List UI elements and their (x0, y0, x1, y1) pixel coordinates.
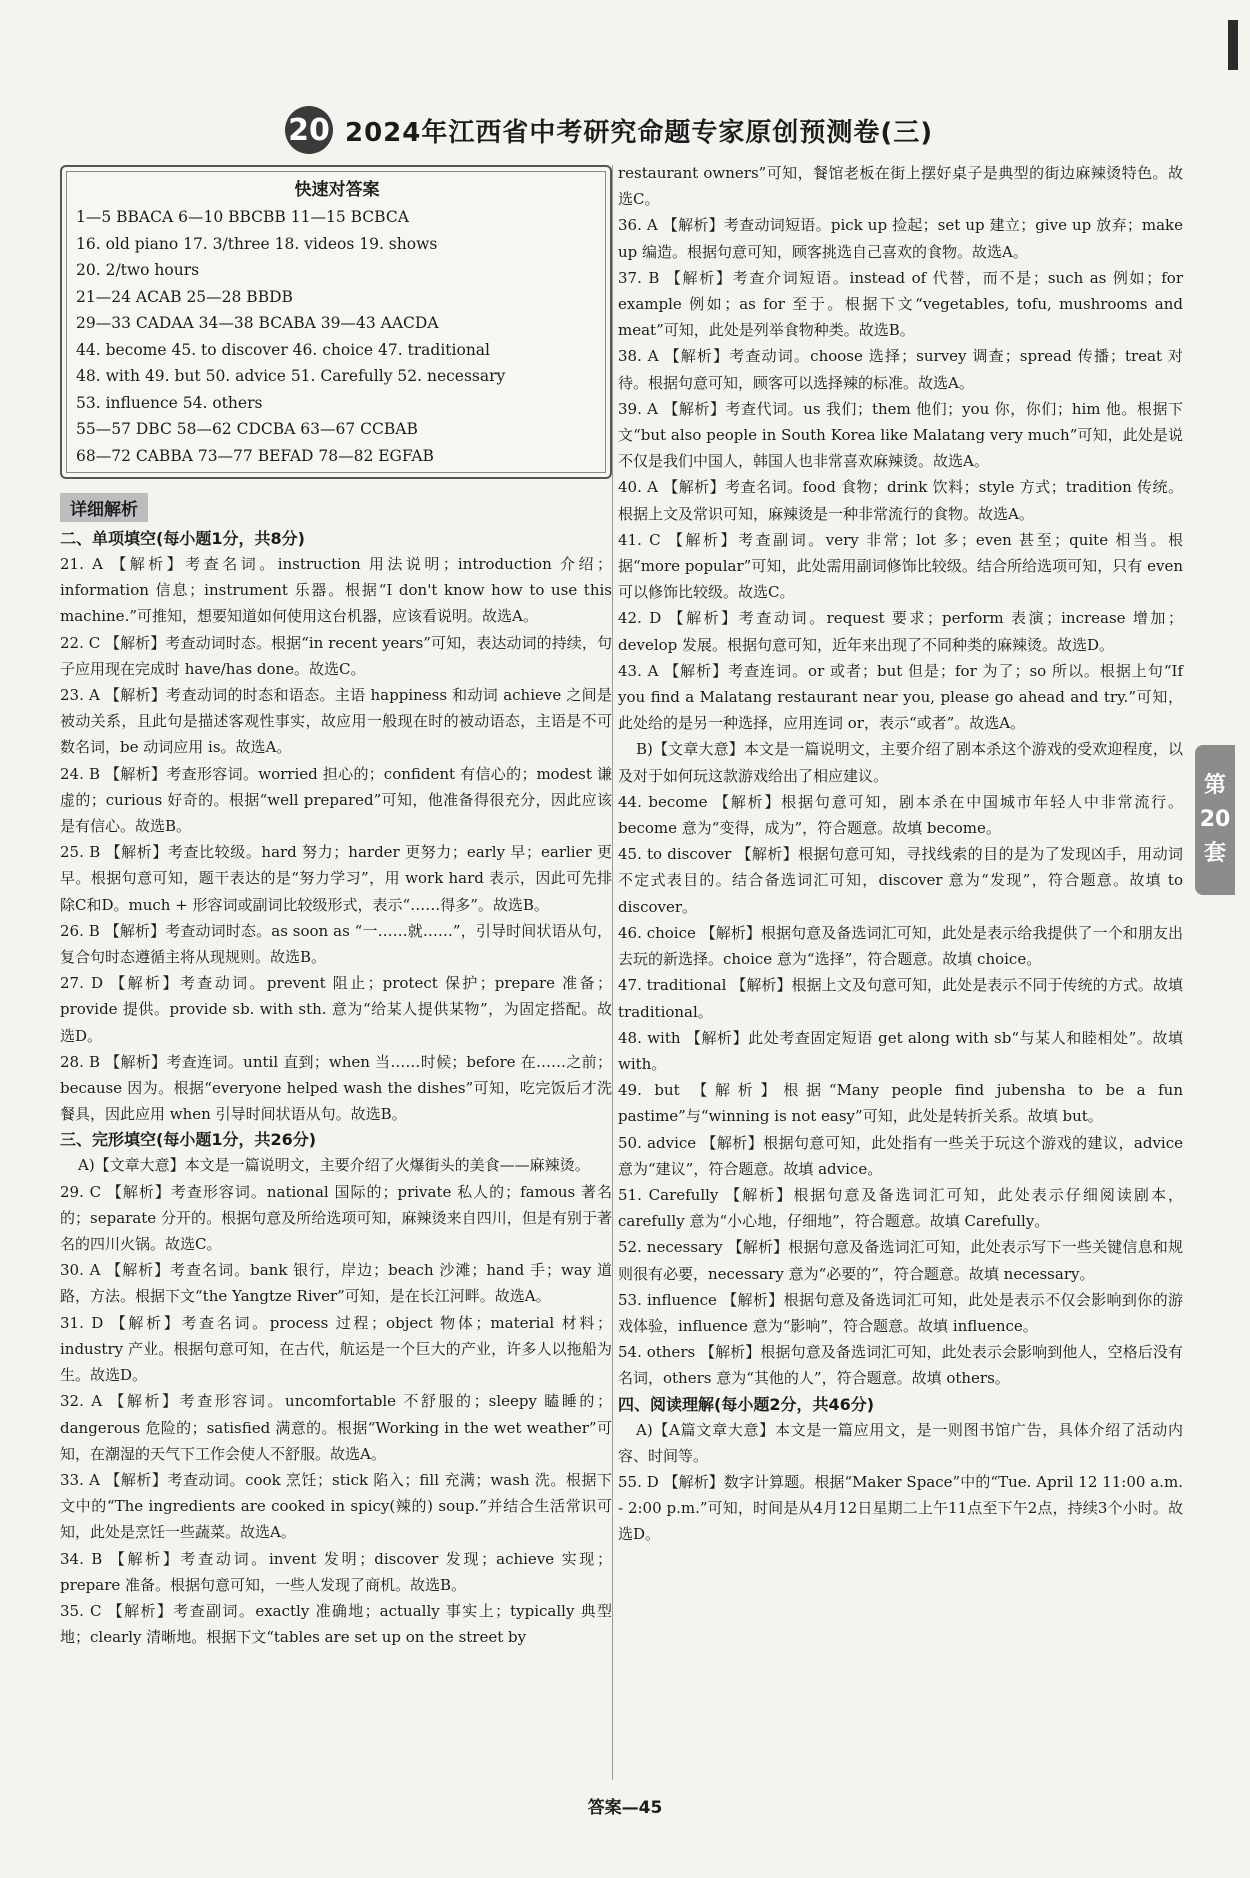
answer-explanation: 22. C 【解析】考查动词时态。根据“in recent years”可知，表达动词的持续，句子应用现在完成时 have/has done。故选C。 (60, 633, 612, 678)
answer-explanation: 44. become 【解析】根据句意可知，剧本杀在中国城市年轻人中非常流行。become 意为“变得，成为”，符合题意。故填 become。 (618, 792, 1183, 838)
section-heading: 四、阅读理解(每小题2分，共46分) (618, 1394, 875, 1414)
answer-explanation: 32. A 【解析】考查形容词。uncomfortable 不舒服的；sleepy 瞌睡的；dangerous 危险的；satisfied 满意的。根据“Working in the wet weather”可知，在潮湿的天气下工作会使人不舒服。故选A。 (60, 1392, 612, 1463)
passage-summary: A)【文章大意】本文是一篇说明文，主要介绍了火爆街头的美食——麻辣烫。 (78, 1156, 590, 1175)
answer-explanation: 25. B 【解析】考查比较级。hard 努力；harder 更努力；early 早；earlier 更早。根据句意可知，题干表达的是“努力学习”，用 work hard 表示，因此可先排除C和D。much + 形容词或副词比较级形式，表示“……得多”。故选B。 (60, 843, 612, 914)
answer-explanation: 38. A 【解析】考查动词。choose 选择；survey 调查；spread 传播；treat 对待。根据句意可知，顾客可以选择辣的标准。故选A。 (618, 347, 1183, 392)
set-side-tab (1195, 745, 1235, 895)
answer-explanation: 21. A 【解析】考查名词。instruction 用法说明；introduction 介绍；information 信息；instrument 乐器。根据“I don't know how to use this machine.”可推知，想要知道如何使用这台机器，应该看说明。故选A。 (60, 555, 612, 626)
answer-explanation: 54. others 【解析】根据句意及备选词汇可知，此处表示会影响到他人，空格后没有名词，others 意为“其他的人”，符合题意。故填 others。 (618, 1343, 1183, 1388)
answer-explanation: 49. but 【解析】根据“Many people find jubensha to be a fun pastime”与“winning is not easy”可知，此处是转折关系。故填 but。 (618, 1081, 1183, 1126)
quick-answer-box (60, 165, 612, 479)
answer-explanation: restaurant owners”可知，餐馆老板在街上摆好桌子是典型的街边麻辣烫特色。故选C。 (618, 164, 1183, 209)
answer-explanation: 34. B 【解析】考查动词。invent 发明；discover 发现；achieve 实现；prepare 准备。根据句意可知，一些人发现了商机。故选B。 (60, 1549, 612, 1594)
quick-answer-line: 55—57 DBC 58—62 CDCBA 63—67 CCBAB (76, 420, 418, 438)
side-tab-char: 套 (1203, 841, 1226, 866)
answer-explanation: 47. traditional 【解析】根据上文及句意可知，此处是表示不同于传统的方式。故填 traditional。 (618, 976, 1183, 1021)
answer-explanation: 46. choice 【解析】根据句意及备选词汇可知，此处是表示给我提供了一个和朋友出去玩的新选择。choice 意为“选择”，符合题意。故填 choice。 (618, 923, 1183, 969)
answer-explanation: 30. A 【解析】考查名词。bank 银行，岸边；beach 沙滩；hand 手；way 道路，方法。根据下文“the Yangtze River”可知，是在长江河畔。故选A。 (60, 1261, 612, 1306)
passage-summary: A)【A篇文章大意】本文是一篇应用文，是一则图书馆广告，具体介绍了活动内容、时间等。 (618, 1420, 1183, 1465)
answer-explanation: 28. B 【解析】考查连词。until 直到；when 当……时候；before 在……之前；because 因为。根据“everyone helped wash the dishes”可知，吃完饭后才洗餐具，因此应用 when 引导时间状语从句。故选B。 (60, 1052, 612, 1124)
passage-summary: B)【文章大意】本文是一篇说明文，主要介绍了剧本杀这个游戏的受欢迎程度，以及对于如何玩这款游戏给出了相应建议。 (618, 740, 1183, 785)
answer-explanation: 36. A 【解析】考查动词短语。pick up 捡起；set up 建立；give up 放弃；make up 编造。根据句意可知，顾客挑选自己喜欢的食物。故选A。 (618, 216, 1183, 261)
left-explanations (60, 526, 612, 1650)
column-divider (612, 165, 613, 1780)
quick-answer-line: 68—72 CABBA 73—77 BEFAD 78—82 EGFAB (76, 446, 434, 465)
answer-explanation: 40. A 【解析】考查名词。food 食物；drink 饮料；style 方式；tradition 传统。根据上文及常识可知，麻辣烫是一种非常流行的食物。故选A。 (618, 478, 1183, 523)
answer-explanation: 26. B 【解析】考查动词时态。as soon as “一……就……”，引导时间状语从句，复合句时态遵循主将从现规则。故选B。 (60, 921, 612, 967)
page-edge-mark (1228, 20, 1238, 70)
section-heading: 二、单项填空(每小题1分，共8分) (60, 529, 305, 548)
answer-explanation: 43. A 【解析】考查连词。or 或者；but 但是；for 为了；so 所以。根据上句“If you find a Malatang restaurant near you, please go ahead and try.”可知，此处给的是另一种选择，应用连词 or，表示“或者”。故选A。 (618, 661, 1183, 733)
right-column (618, 160, 1183, 1548)
answer-explanation: 51. Carefully 【解析】根据句意及备选词汇可知，此处表示仔细阅读剧本，carefully 意为“小心地，仔细地”，符合题意。故填 Carefully。 (618, 1185, 1183, 1231)
answer-explanation: 35. C 【解析】考查副词。exactly 准确地；actually 事实上；typically 典型地；clearly 清晰地。根据下文“tables are set up on the street by (60, 1601, 612, 1647)
answer-explanation: 53. influence 【解析】根据句意及备选词汇可知，此处是表示不仅会影响到你的游戏体验，influence 意为“影响”，符合题意。故填 influence。 (618, 1290, 1183, 1335)
answer-explanation: 42. D 【解析】考查动词。request 要求；perform 表演；increase 增加；develop 发展。根据句意可知，近年来出现了不同种类的麻辣烫。故选D。 (618, 609, 1183, 654)
answer-explanation: 50. advice 【解析】根据句意可知，此处指有一些关于玩这个游戏的建议，advice 意为“建议”，符合题意。故填 advice。 (618, 1133, 1183, 1178)
side-tab-char: 第 (1203, 773, 1226, 798)
answer-explanation: 31. D 【解析】考查名词。process 过程；object 物体；material 材料；industry 产业。根据句意可知，在古代，航运是一个巨大的产业，许多人以拖船为生。故选D。 (60, 1313, 612, 1385)
side-tab-number: 20 (1199, 807, 1231, 832)
answer-explanation: 45. to discover 【解析】根据句意可知，寻找线索的目的是为了发现凶手，用动词不定式表目的。结合备选词汇可知，discover 意为“发现”，符合题意。故填 to discover。 (618, 845, 1183, 916)
set-number-badge: 20 (285, 106, 333, 154)
answer-explanation: 39. A 【解析】考查代词。us 我们；them 他们；you 你，你们；him 他。根据下文“but also people in South Korea like Malatang very much”可知，此处是说不仅是我们中国人，韩国人也非常喜欢麻辣烫。故选A。 (618, 399, 1183, 471)
answer-explanation: 37. B 【解析】考查介词短语。instead of 代替，而不是；such as 例如；for example 例如；as for 至于。根据下文“vegetables, tofu, mushrooms and meat”可知，此处是列举食物种类。故选B。 (618, 268, 1183, 340)
quick-answer-line: 21—24 ACAB 25—28 BBDB (76, 287, 293, 306)
answer-explanation: 52. necessary 【解析】根据句意及备选词汇可知，此处表示写下一些关键信息和规则很有必要，necessary 意为“必要的”，符合题意。故填 necessary。 (618, 1238, 1183, 1283)
answer-explanation: 24. B 【解析】考查形容词。worried 担心的；confident 有信心的；modest 谦虚的；curious 好奇的。根据“well prepared”可知，他准备得很充分，因此应该是有信心。故选B。 (60, 764, 612, 836)
quick-answer-line: 20. 2/two hours (76, 261, 200, 279)
answer-explanation: 33. A 【解析】考查动词。cook 烹饪；stick 陷入；fill 充满；wash 洗。根据下文中的“The ingredients are cooked in spicy(辣的) soup.”并结合生活常识可知，此处是烹饪一些蔬菜。故选A。 (60, 1470, 612, 1542)
answer-explanation: 23. A 【解析】考查动词的时态和语态。主语 happiness 和动词 achieve 之间是被动关系，且此句是描述客观性事实，故应用一般现在时的被动语态，主语是不可数名词，be 动词应用 is。故选A。 (60, 686, 612, 757)
quick-answer-line: 44. become 45. to discover 46. choice 47. traditional (76, 340, 491, 359)
left-column (60, 165, 612, 1650)
quick-answer-line: 1—5 BBACA 6—10 BBCBB 11—15 BCBCA (76, 208, 409, 226)
page-header (285, 100, 933, 160)
quick-answer-lines (76, 204, 598, 469)
answer-explanation: 55. D 【解析】数字计算题。根据“Maker Space”中的“Tue. April 12 11:00 a.m. - 2:00 p.m.”可知，时间是从4月12日星期二上午11点至下午2点，持续3个小时。故选D。 (618, 1472, 1183, 1544)
quick-answer-line: 53. influence 54. others (76, 393, 263, 412)
quick-answer-title: 快速对答案 (294, 180, 380, 200)
right-explanations (618, 160, 1183, 1548)
page-footer: 答案—45 (587, 1798, 663, 1818)
quick-answer-line: 48. with 49. but 50. advice 51. Carefully 52. necessary (76, 367, 506, 385)
quick-answer-line: 29—33 CADAA 34—38 BCABA 39—43 AACDA (76, 314, 439, 332)
answer-explanation: 27. D 【解析】考查动词。prevent 阻止；protect 保护；prepare 准备；provide 提供。provide sb. with sth. 意为“给某人提供某物”，为固定搭配。故选D。 (60, 974, 612, 1045)
section-heading: 三、完形填空(每小题1分，共26分) (60, 1130, 317, 1150)
answer-explanation: 29. C 【解析】考查形容词。national 国际的；private 私人的；famous 著名的；separate 分开的。根据句意及所给选项可知，麻辣烫来自四川，但是有别于著名的四川火锅。故选C。 (60, 1182, 612, 1254)
answer-explanation: 41. C 【解析】考查副词。very 非常；lot 多；even 甚至；quite 相当。根据“more popular”可知，此处需用副词修饰比较级。结合所给选项可知，只有 even 可以修饰比较级。故选C。 (618, 530, 1183, 602)
page-title: 2024年江西省中考研究命题专家原创预测卷(三) (345, 117, 934, 148)
detail-section-tag: 详细解析 (60, 493, 148, 522)
answer-explanation: 48. with 【解析】此处考查固定短语 get along with sb“与某人和睦相处”。故填 with。 (618, 1028, 1183, 1073)
quick-answer-line: 16. old piano 17. 3/three 18. videos 19. shows (76, 234, 438, 253)
